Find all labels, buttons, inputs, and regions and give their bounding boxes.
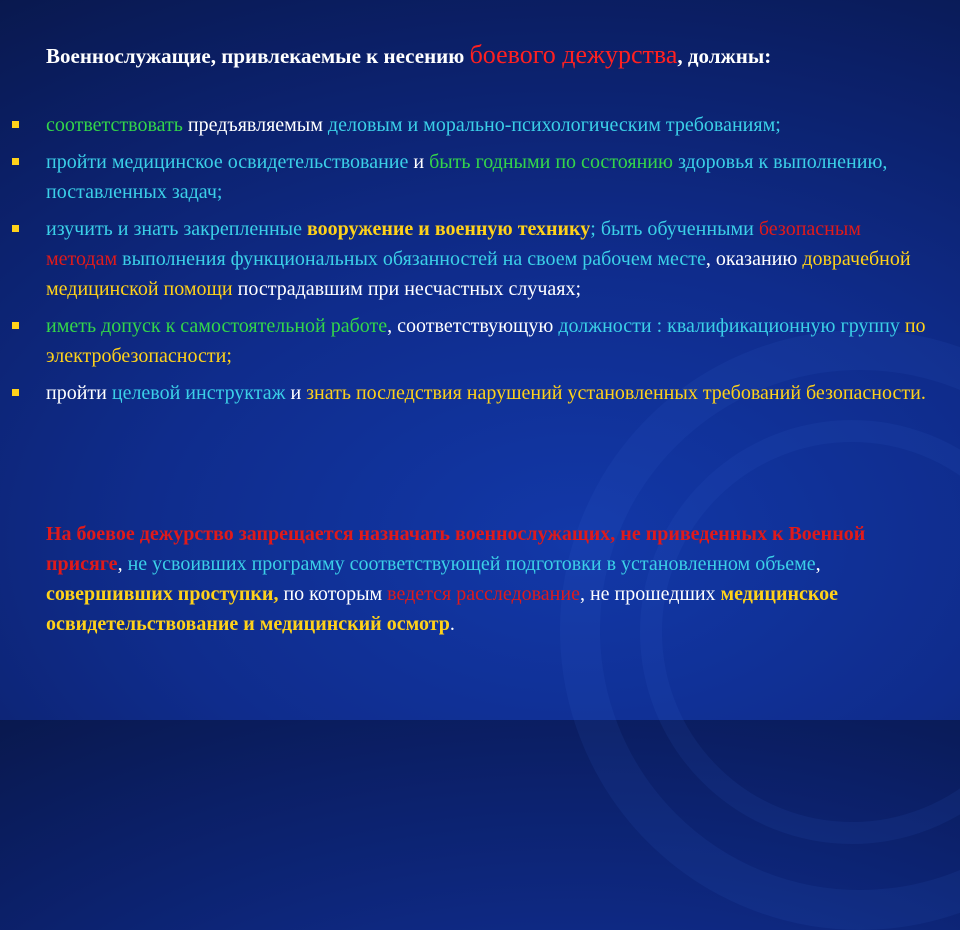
text-segment: пройти xyxy=(46,382,112,404)
bullet-square-icon xyxy=(12,322,19,329)
text-segment: медицинское освидетельствование и медицинский осмотр xyxy=(46,583,839,635)
list-item xyxy=(0,311,926,371)
text-segment: На боевое дежурство запрещается назначать военнослужащих, не приведенных к Военной присяге xyxy=(46,523,866,575)
bullet-square-icon xyxy=(12,225,19,232)
text-segment: пройти медицинское освидетельствование xyxy=(46,151,409,173)
text-segment: целевой инструктаж xyxy=(111,382,286,404)
list-item xyxy=(0,378,926,408)
text-segment: по электробезопасности; xyxy=(46,315,926,367)
text-segment: быть годными по состоянию xyxy=(429,151,673,173)
text-segment: по которым xyxy=(278,583,388,605)
text-segment: , xyxy=(815,553,821,575)
bullet-square-icon xyxy=(12,121,19,128)
heading-highlight: боевого дежурства xyxy=(469,40,678,69)
heading-part1: Военнослужащие xyxy=(46,44,211,68)
text-segment: совершивших проступки, xyxy=(46,583,279,605)
text-segment: пострадавшим при несчастных случаях; xyxy=(232,278,582,300)
bullet-square-icon xyxy=(12,389,19,396)
text-segment: квалификационную группу xyxy=(667,315,900,337)
text-segment: предъявляемым xyxy=(182,114,328,136)
text-segment: , xyxy=(117,553,128,575)
list-item xyxy=(0,110,926,140)
text-segment: знать последствия нарушений установленных требований безопасности. xyxy=(306,382,926,404)
text-segment: должности : xyxy=(558,315,663,337)
text-segment: ведется расследование xyxy=(387,583,580,605)
heading-part3: , должны: xyxy=(677,44,772,68)
text-segment: безопасным методам xyxy=(46,218,861,270)
list-item xyxy=(0,147,926,207)
heading-part2: , привлекаемые к несению xyxy=(210,44,470,68)
text-segment: вооружение и военную технику xyxy=(307,218,591,240)
text-segment: доврачебной медицинской помощи xyxy=(46,248,911,300)
text-segment: , соответствующую xyxy=(387,315,559,337)
text-segment: и xyxy=(408,151,430,173)
slide-heading xyxy=(46,38,926,73)
text-segment: деловым и морально-психологическим требованиям; xyxy=(327,114,781,136)
text-segment: иметь допуск к самостоятельной работе xyxy=(46,315,388,337)
list-item xyxy=(0,214,926,304)
text-segment: . xyxy=(449,613,455,635)
text-segment: соответствовать xyxy=(46,114,183,136)
text-segment: , оказанию xyxy=(705,248,803,270)
text-segment: не усвоивших программу соответствующей подготовки в установленном объеме xyxy=(127,553,816,575)
text-segment: ; быть обученными xyxy=(590,218,759,240)
text-segment: изучить и знать закрепленные xyxy=(46,218,307,240)
text-segment: здоровья к выполнению, поставленных задач; xyxy=(46,151,888,203)
text-segment: выполнения функциональных обязанностей на своем рабочем месте xyxy=(117,248,706,270)
bullet-square-icon xyxy=(12,158,19,165)
text-segment: , не прошедших xyxy=(579,583,721,605)
prohibition-note xyxy=(46,519,941,639)
text-segment: и xyxy=(285,382,307,404)
requirements-list xyxy=(0,110,960,415)
